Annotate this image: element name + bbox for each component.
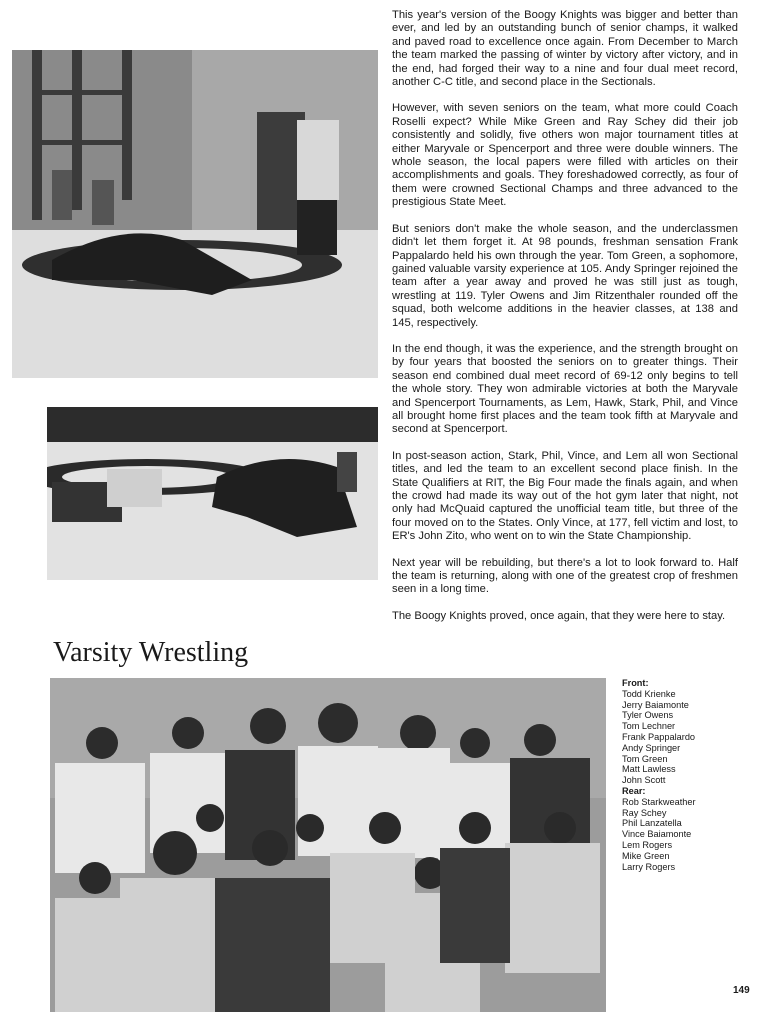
roster-name: Tom Lechner bbox=[622, 721, 676, 732]
article-paragraph: In post-season action, Stark, Phil, Vince, and Lem all won Sectional titles, and led the team to an excellent second place finish. In the State Qualifiers at RIT, the Big Four made the finals again, and when the crowd had made its way out of the hot gym later that night, not only had McQuaid captured the unofficial team title, but three of the four moved on to the States. Only Vince, at 177, fell victim and lost, to ER's John Zito, who went on to win the State Championship. bbox=[392, 449, 738, 543]
roster-name: Lem Rogers bbox=[622, 839, 673, 850]
page-number: 149 bbox=[733, 985, 750, 996]
roster-name: Jerry Baiamonte bbox=[622, 699, 689, 710]
roster-name: Phil Lanzatella bbox=[622, 818, 682, 829]
roster-front-label: Front: bbox=[622, 678, 649, 688]
team-roster bbox=[622, 678, 752, 872]
roster-name: Ray Schey bbox=[622, 807, 667, 818]
article-paragraph: However, with seven seniors on the team, what more could Coach Roselli expect? While Mike Green and Ray Schey did their job consistently and solidly, five others won major tournament titles at either Maryvale or Spencerport and three were double winners. The whole season, the local papers were filled with articles on their accomplishments and goals. They foreshadowed correctly, as four of them were crowned Sectional Champs and three advanced to the prestigious State Meet. bbox=[392, 102, 738, 209]
wrestling-match-photo bbox=[12, 50, 378, 378]
roster-rear-label: Rear: bbox=[622, 785, 646, 796]
section-title: Varsity Wrestling bbox=[53, 637, 249, 668]
article-paragraph: In the end though, it was the experience, and the strength brought on by four years that boosted the seniors on to greater things. Their season end combined dual meet record of 69-12 only begins to tell the whole story. They won admirable victories at both the Maryvale and Spencerport Tournaments, as Lem, Hawk, Stark, Phil, and Vince all brought home first places and the team took fifth at Maryvale and second at Spencerport. bbox=[392, 342, 738, 436]
article-paragraph: The Boogy Knights proved, once again, that they were here to stay. bbox=[392, 609, 726, 622]
roster-name: John Scott bbox=[622, 775, 666, 786]
team-photo bbox=[50, 678, 606, 1012]
roster-name: Tyler Owens bbox=[622, 710, 674, 721]
wrestling-takedown-illustration bbox=[47, 407, 378, 580]
roster-name: Larry Rogers bbox=[622, 861, 676, 872]
roster-rear-list bbox=[622, 797, 752, 873]
roster-name: Matt Lawless bbox=[622, 764, 676, 775]
article-paragraph: But seniors don't make the whole season, and the underclassmen didn't let them forget it. At 98 pounds, freshman sensation Frank Pappalardo held his own through the year. Tom Green, a sophomore, gained valuable varsity experience at 105. Andy Springer rejoined the team after a year away and proved he was still just as tough, wrestling at 119. Tyler Owens and Jim Ritzenthaler rounded off the squad, both welcome additions in the heavier classes, at 138 and 145, respectively. bbox=[392, 222, 738, 329]
roster-name: Vince Baiamonte bbox=[622, 829, 692, 840]
roster-name: Mike Green bbox=[622, 850, 670, 861]
roster-name: Rob Starkweather bbox=[622, 796, 696, 807]
roster-name: Andy Springer bbox=[622, 742, 681, 753]
roster-name: Frank Pappalardo bbox=[622, 731, 696, 742]
wrestling-takedown-photo bbox=[47, 407, 378, 580]
article-paragraph: Next year will be rebuilding, but there's a lot to look forward to. Half the team is returning, along with one of the greatest crop of freshmen seen in a long time. bbox=[392, 556, 738, 596]
roster-name: Todd Krienke bbox=[622, 688, 676, 699]
article-paragraph: This year's version of the Boogy Knights was bigger and better than ever, and led by an outstanding bunch of senior champs, it walked and paved road to excellence once again. From December to March the team marked the passing of winter by victory after victory, and in the end, had forged their way to a nine and four dual meet record, another C-C title, and second place in the Sectionals. bbox=[392, 9, 738, 89]
team-photo-illustration bbox=[50, 678, 606, 1012]
roster-name: Tom Green bbox=[622, 753, 668, 764]
wrestling-match-illustration bbox=[12, 50, 378, 378]
article-body bbox=[392, 9, 738, 636]
roster-front-list bbox=[622, 689, 752, 786]
